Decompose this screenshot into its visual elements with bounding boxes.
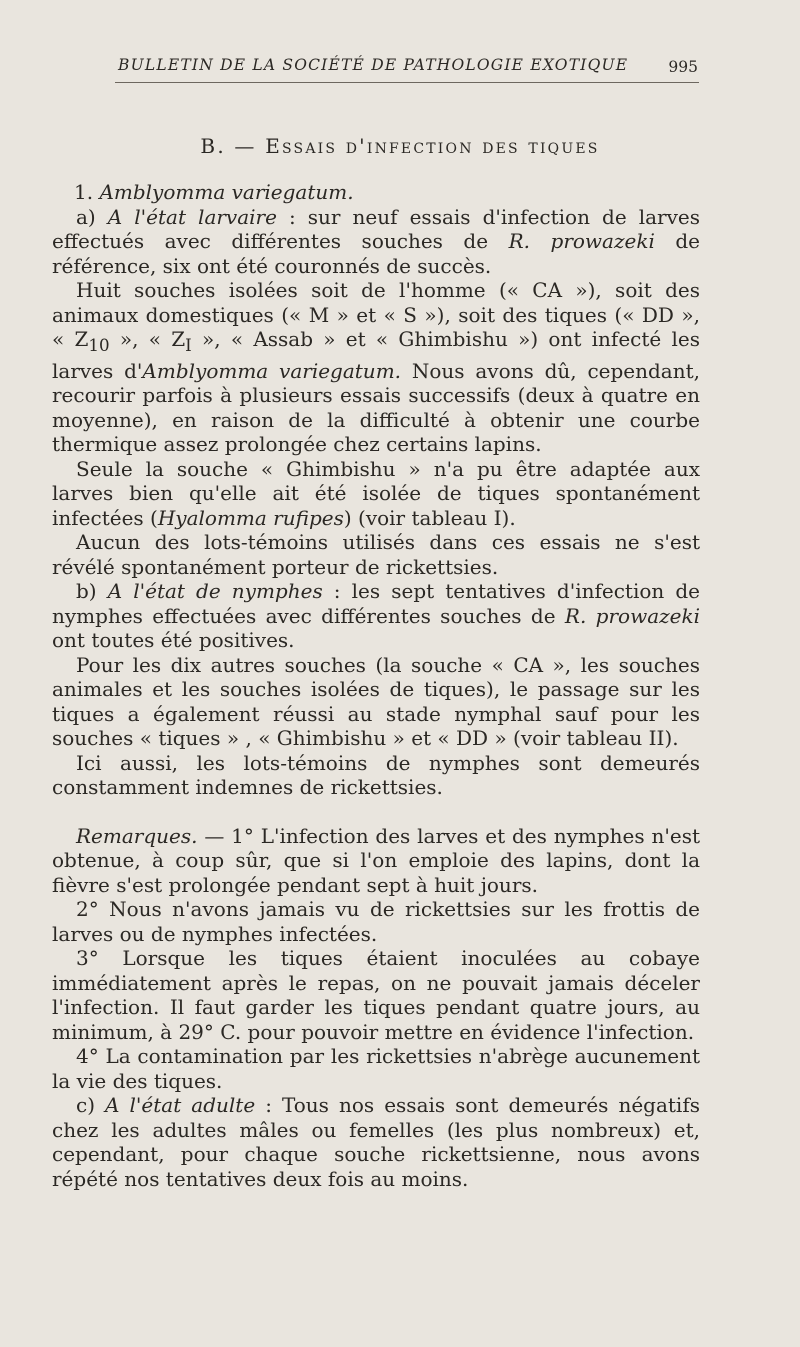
subheading-nymph: A l'état de nymphes [107, 579, 323, 603]
text-run: — 1° L'infection des larves et des nymphes n'est obtenue, à coup sûr, que si l'on emploie des lapins, dont la fièvre s'est prolongée pendant sept à huit jours. [52, 823, 700, 897]
subscript: I [185, 336, 192, 355]
text-run: : Tous nos essais sont demeurés négatifs chez les adultes mâles ou femelles (les plus nombreux) et, cependant, pour chaque souche rickettsienne, nous avons répété nos tentatives deux fois au moins. [52, 1093, 700, 1191]
subheading-adult: A l'état adulte [105, 1093, 256, 1117]
paragraph-nymph-controls: Ici aussi, les lots-témoins de nymphes sont demeurés constamment indemnes de rickettsies. [52, 750, 700, 799]
species-name: Hyalomma rufipes [157, 505, 344, 530]
item-number: 1. [74, 180, 100, 204]
text-run: ) (voir tableau I). [343, 505, 516, 530]
section-title: B. — Essais d'infection des tiques [200, 134, 600, 158]
species-name: Amblyomma variegatum. [142, 358, 402, 383]
body-text [52, 180, 700, 1191]
text-run: », « Z [109, 327, 186, 351]
paragraph-remarks [52, 824, 700, 898]
text-run: : les sept tentatives d'infection de nymphes effectuées avec différentes souches de [52, 579, 700, 628]
item-label: b) [76, 579, 108, 603]
page-number: 995 [668, 58, 698, 76]
species-name: R. prowazeki [508, 229, 655, 253]
paragraph-species-heading [52, 180, 700, 205]
text-run: ont toutes été positives. [52, 628, 295, 652]
header-rule [115, 82, 699, 83]
paragraph-nymph-stage [52, 579, 700, 653]
text-run: de référence, six ont été couronnés de succès. [52, 229, 701, 278]
paragraph-other-strains: Pour les dix autres souches (la souche « CA », les souches animales et les souches isolées de tiques), le passage sur les tiques a également réussi au stade nymphal sauf pour les souches « tiques » , « Ghimbishu » et « DD » (voir tableau II). [52, 652, 700, 750]
journal-title: BULLETIN DE LA SOCIÉTÉ DE PATHOLOGIE EXOTIQUE [118, 56, 629, 74]
text-run: : sur neuf essais d'infection de larves effectués avec différentes souches de [52, 204, 700, 253]
paragraph-remark-2: 2° Nous n'avons jamais vu de rickettsies sur les frottis de larves ou de nymphes infectées. [52, 897, 700, 946]
species-name: R. prowazeki [564, 603, 701, 628]
paragraph-controls: Aucun des lots-témoins utilisés dans ces essais ne s'est révélé spontanément porteur de rickettsies. [52, 530, 700, 579]
running-head [118, 56, 698, 74]
item-label: c) [76, 1093, 106, 1117]
paragraph-strains [52, 278, 700, 457]
text-run: Huit souches isolées soit de l'homme (« CA »), soit des animaux domestiques (« M » et « S »), soit des tiques (« DD », « Z [52, 278, 700, 351]
text-run: », « Assab » et « Ghimbishu ») ont infecté les larves d' [52, 327, 700, 383]
paragraph-ghimbishu [52, 457, 700, 531]
text-run: Seule la souche « Ghimbishu » n'a pu être adaptée aux larves bien qu'elle ait été isolée de tiques spontanément infectées ( [52, 456, 700, 530]
paragraph-adult-stage [52, 1093, 700, 1191]
subheading-larval: A l'état larvaire [107, 204, 277, 229]
remarks-heading: Remarques. [76, 823, 198, 848]
paragraph-larval-stage [52, 205, 700, 279]
paragraph-remark-3: 3° Lorsque les tiques étaient inoculées au cobaye immédiatement après le repas, on ne pouvait jamais déceler l'infection. Il faut garder les tiques pendant quatre jours, au minimum, à 29° C. pour pouvoir mettre en évidence l'infection. [52, 946, 700, 1044]
paragraph-remark-4: 4° La contamination par les rickettsies n'abrège aucunement la vie des tiques. [52, 1044, 700, 1093]
species-name: Amblyomma variegatum. [99, 180, 354, 204]
subscript: 10 [88, 336, 110, 355]
text-run: Nous avons dû, cependant, recourir parfois à plusieurs essais successifs (deux à quatre en moyenne), en raison de la difficulté à obtenir une courbe thermique assez prolongée chez certains lapins. [52, 358, 701, 456]
item-label: a) [76, 204, 108, 229]
